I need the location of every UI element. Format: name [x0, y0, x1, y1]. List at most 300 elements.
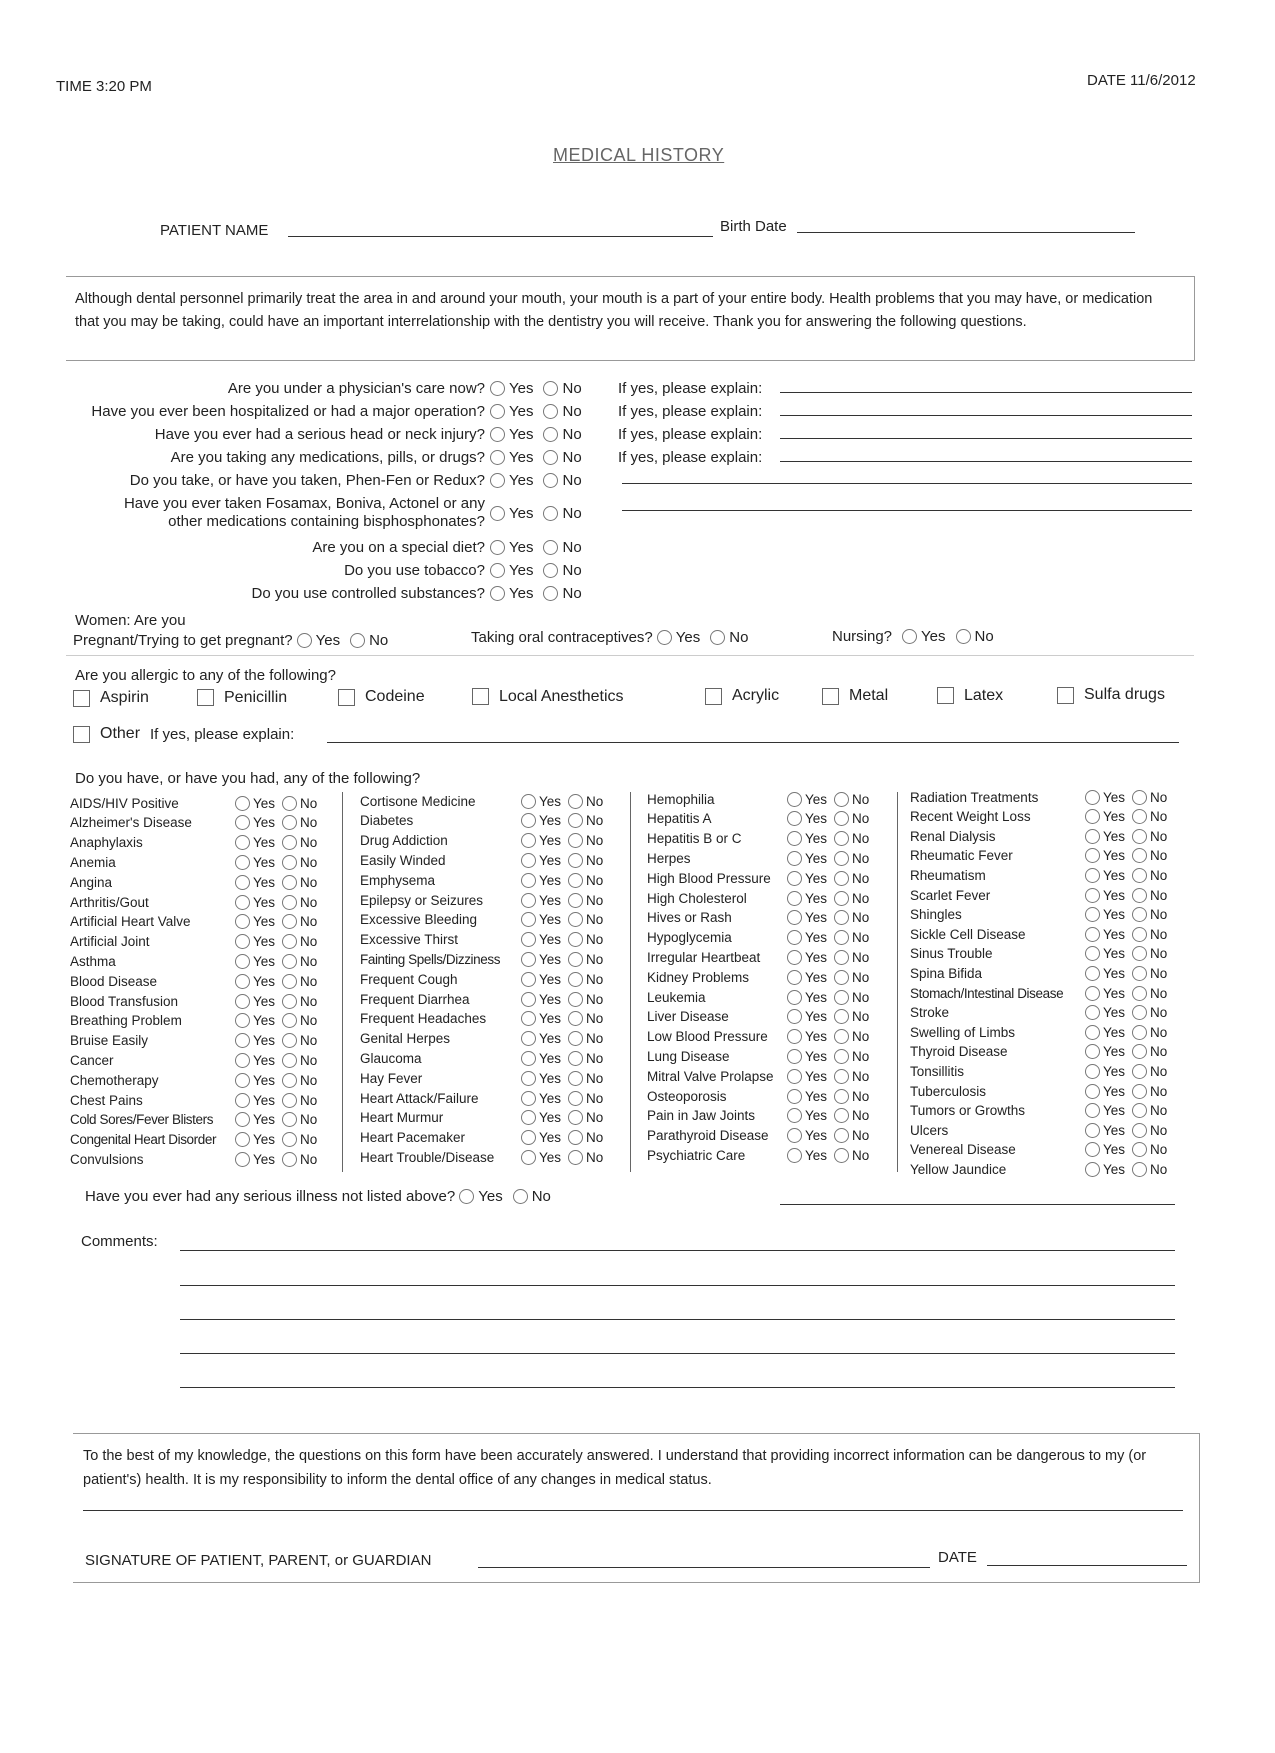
yes-radio[interactable] [521, 853, 536, 868]
yes-radio[interactable] [235, 954, 250, 969]
serious-illness-yes-radio[interactable] [459, 1189, 474, 1204]
condition-row [647, 988, 870, 1006]
yes-radio[interactable] [235, 815, 250, 830]
yes-radio[interactable] [490, 586, 505, 601]
comments-line[interactable] [180, 1285, 1175, 1286]
yes-radio[interactable] [1085, 1162, 1100, 1177]
condition-row [70, 1032, 318, 1050]
comments-line[interactable] [180, 1250, 1175, 1251]
yes-label: Yes [253, 914, 276, 930]
no-radio[interactable] [1132, 1103, 1147, 1118]
allergy-label: Metal [849, 687, 889, 704]
yes-radio[interactable] [521, 1110, 536, 1125]
allergy-other-label: Other [100, 725, 141, 742]
no-radio[interactable] [568, 1071, 583, 1086]
no-radio[interactable] [568, 1110, 583, 1125]
yes-radio[interactable] [1085, 829, 1100, 844]
yes-radio[interactable] [787, 831, 802, 846]
yes-radio[interactable] [521, 794, 536, 809]
no-radio[interactable] [568, 833, 583, 848]
no-radio[interactable] [834, 1009, 849, 1024]
condition-row [910, 925, 1168, 943]
signature-date-label: DATE [938, 1549, 977, 1566]
yes-label: Yes [805, 791, 828, 807]
no-radio[interactable] [568, 873, 583, 888]
no-radio[interactable] [282, 1152, 297, 1167]
yes-label: Yes [509, 380, 534, 397]
nursing-no-radio[interactable] [956, 629, 971, 644]
yes-radio[interactable] [787, 1069, 802, 1084]
condition-row [647, 810, 870, 828]
yes-radio[interactable] [1085, 1103, 1100, 1118]
no-radio[interactable] [834, 831, 849, 846]
no-radio[interactable] [282, 914, 297, 929]
condition-name: Chest Pains [70, 1092, 143, 1108]
yes-radio[interactable] [1085, 986, 1100, 1001]
column-divider [342, 792, 343, 1172]
no-label: No [852, 831, 870, 847]
no-radio[interactable] [834, 1089, 849, 1104]
no-radio[interactable] [834, 891, 849, 906]
no-radio[interactable] [568, 794, 583, 809]
yes-radio[interactable] [1085, 888, 1100, 903]
condition-name: Tuberculosis [910, 1083, 987, 1099]
yes-radio[interactable] [521, 992, 536, 1007]
condition-name: Alzheimer's Disease [70, 815, 192, 831]
no-radio[interactable] [1132, 1162, 1147, 1177]
no-radio[interactable] [543, 381, 558, 396]
no-radio[interactable] [543, 540, 558, 555]
yes-label: Yes [1103, 907, 1126, 923]
yes-radio[interactable] [787, 930, 802, 945]
yes-radio[interactable] [521, 1150, 536, 1165]
question-text: Are you taking any medications, pills, or drugs? [170, 449, 485, 466]
no-radio[interactable] [543, 506, 558, 521]
no-label: No [586, 1110, 604, 1126]
yes-radio[interactable] [235, 1112, 250, 1127]
allergy-option [1057, 686, 1165, 704]
yes-label: Yes [805, 850, 828, 866]
no-label: No [1150, 1122, 1168, 1138]
condition-name: Congenital Heart Disorder [70, 1132, 217, 1148]
patient-name-field[interactable] [288, 236, 713, 237]
no-radio[interactable] [282, 1073, 297, 1088]
yes-radio[interactable] [787, 1128, 802, 1143]
no-radio[interactable] [282, 1033, 297, 1048]
yes-radio[interactable] [521, 912, 536, 927]
yes-radio[interactable] [1085, 1123, 1100, 1138]
no-label: No [562, 426, 582, 443]
yes-radio[interactable] [490, 381, 505, 396]
allergy-other-checkbox[interactable] [73, 726, 90, 743]
no-radio[interactable] [834, 990, 849, 1005]
yes-radio[interactable] [490, 450, 505, 465]
yes-no-group [490, 539, 582, 556]
yes-label: Yes [805, 949, 828, 965]
yes-radio[interactable] [1085, 848, 1100, 863]
yes-radio[interactable] [1085, 1005, 1100, 1020]
contraceptives-yes-radio[interactable] [657, 630, 672, 645]
serious-illness-no-radio[interactable] [513, 1189, 528, 1204]
no-radio[interactable] [282, 1112, 297, 1127]
condition-name: Genital Herpes [360, 1031, 451, 1047]
condition-name: Fainting Spells/Dizziness [360, 951, 501, 967]
yes-label: Yes [805, 1128, 828, 1144]
no-label: No [562, 380, 582, 397]
yes-radio[interactable] [521, 1051, 536, 1066]
question-text: Have you ever had a serious head or neck injury? [154, 426, 485, 443]
no-radio[interactable] [1132, 1064, 1147, 1079]
allergy-label: Penicillin [224, 688, 288, 706]
no-radio[interactable] [282, 875, 297, 890]
yes-label: Yes [1103, 789, 1126, 805]
yes-radio[interactable] [1085, 966, 1100, 981]
comments-line[interactable] [180, 1353, 1175, 1354]
allergy-explain-field[interactable] [327, 742, 1179, 743]
condition-name: Cold Sores/Fever Blisters [70, 1112, 214, 1128]
yes-label: Yes [1103, 1103, 1126, 1119]
yes-label: Yes [1103, 848, 1126, 864]
no-radio[interactable] [1132, 1142, 1147, 1157]
allergy-checkbox[interactable] [73, 690, 90, 707]
yes-radio[interactable] [787, 1148, 802, 1163]
allergy-option [197, 689, 287, 707]
no-radio[interactable] [282, 954, 297, 969]
no-radio[interactable] [568, 893, 583, 908]
explain-field[interactable] [622, 483, 1192, 484]
yes-label: Yes [539, 1050, 562, 1066]
yes-radio[interactable] [787, 1009, 802, 1024]
yes-radio[interactable] [235, 855, 250, 870]
condition-name: Arthritis/Gout [70, 894, 149, 910]
condition-name: Irregular Heartbeat [647, 949, 761, 965]
conditions-question: Do you have, or have you had, any of the following? [75, 770, 421, 787]
yes-radio[interactable] [490, 473, 505, 488]
no-radio[interactable] [1132, 986, 1147, 1001]
no-radio[interactable] [568, 813, 583, 828]
no-radio[interactable] [568, 1091, 583, 1106]
yes-radio[interactable] [235, 1013, 250, 1028]
condition-row [647, 830, 870, 848]
explain-field[interactable] [780, 438, 1192, 439]
condition-name: Stomach/Intestinal Disease [910, 985, 1064, 1001]
no-radio[interactable] [1132, 1025, 1147, 1040]
no-radio[interactable] [834, 871, 849, 886]
no-label: No [852, 1068, 870, 1084]
explain-label: If yes, please explain: [618, 403, 763, 420]
no-label: No [562, 403, 582, 420]
yes-radio[interactable] [1085, 790, 1100, 805]
yes-radio[interactable] [787, 950, 802, 965]
no-radio[interactable] [568, 1150, 583, 1165]
yes-radio[interactable] [787, 910, 802, 925]
yes-radio[interactable] [521, 952, 536, 967]
yes-radio[interactable] [490, 563, 505, 578]
no-radio[interactable] [1132, 1123, 1147, 1138]
yes-radio[interactable] [235, 835, 250, 850]
no-radio[interactable] [543, 404, 558, 419]
yes-radio[interactable] [235, 974, 250, 989]
contraceptives-question: Taking oral contraceptives? [471, 629, 653, 646]
condition-row [647, 909, 870, 927]
no-radio[interactable] [1132, 966, 1147, 981]
no-radio[interactable] [1132, 829, 1147, 844]
yes-radio[interactable] [490, 404, 505, 419]
no-radio[interactable] [1132, 907, 1147, 922]
no-radio[interactable] [1132, 1084, 1147, 1099]
yes-radio[interactable] [490, 540, 505, 555]
yes-radio[interactable] [787, 891, 802, 906]
no-radio[interactable] [568, 912, 583, 927]
no-radio[interactable] [282, 974, 297, 989]
no-radio[interactable] [282, 1053, 297, 1068]
no-radio[interactable] [1132, 946, 1147, 961]
no-radio[interactable] [834, 792, 849, 807]
no-radio[interactable] [834, 1108, 849, 1123]
no-radio[interactable] [543, 427, 558, 442]
explain-label: If yes, please explain: [618, 449, 763, 466]
explain-field[interactable] [622, 510, 1192, 511]
yes-label: Yes [921, 628, 946, 645]
no-label: No [586, 793, 604, 809]
no-radio[interactable] [568, 1130, 583, 1145]
yes-radio[interactable] [787, 1089, 802, 1104]
no-radio[interactable] [834, 950, 849, 965]
no-label: No [1150, 828, 1168, 844]
yes-radio[interactable] [787, 811, 802, 826]
yes-radio[interactable] [235, 895, 250, 910]
condition-row [70, 873, 318, 891]
birth-date-field[interactable] [797, 232, 1135, 233]
yes-label: Yes [539, 1110, 562, 1126]
yes-radio[interactable] [235, 1033, 250, 1048]
pregnant-row [73, 632, 388, 649]
yes-label: Yes [509, 585, 534, 602]
no-radio[interactable] [1132, 848, 1147, 863]
no-radio[interactable] [1132, 868, 1147, 883]
no-radio[interactable] [282, 855, 297, 870]
no-label: No [1150, 926, 1168, 942]
signature-date-field[interactable] [987, 1565, 1187, 1566]
no-label: No [586, 1090, 604, 1106]
yes-label: Yes [253, 953, 276, 969]
yes-radio[interactable] [235, 1132, 250, 1147]
no-radio[interactable] [282, 796, 297, 811]
condition-row [910, 1141, 1168, 1159]
allergy-checkbox[interactable] [705, 688, 722, 705]
yes-radio[interactable] [521, 972, 536, 987]
explain-field[interactable] [780, 392, 1192, 393]
yes-radio[interactable] [1085, 1084, 1100, 1099]
explain-field[interactable] [780, 415, 1192, 416]
yes-label: Yes [1103, 946, 1126, 962]
no-radio[interactable] [282, 934, 297, 949]
no-radio[interactable] [282, 994, 297, 1009]
condition-name: Hemophilia [647, 791, 715, 807]
explain-field[interactable] [780, 461, 1192, 462]
no-radio[interactable] [568, 1011, 583, 1026]
yes-radio[interactable] [787, 1029, 802, 1044]
yes-radio[interactable] [490, 506, 505, 521]
no-radio[interactable] [543, 450, 558, 465]
yes-radio[interactable] [787, 792, 802, 807]
no-label: No [586, 1070, 604, 1086]
yes-radio[interactable] [521, 1130, 536, 1145]
nursing-question: Nursing? [832, 628, 893, 645]
yes-radio[interactable] [787, 970, 802, 985]
yes-radio[interactable] [235, 934, 250, 949]
yes-radio[interactable] [521, 833, 536, 848]
no-radio[interactable] [1132, 927, 1147, 942]
allergy-option [338, 688, 425, 706]
yes-radio[interactable] [1085, 946, 1100, 961]
no-radio[interactable] [834, 851, 849, 866]
no-radio[interactable] [834, 1069, 849, 1084]
no-radio[interactable] [568, 1031, 583, 1046]
no-radio[interactable] [568, 972, 583, 987]
allergy-checkbox[interactable] [822, 688, 839, 705]
allergy-checkbox[interactable] [197, 689, 214, 706]
no-radio[interactable] [543, 473, 558, 488]
no-radio[interactable] [282, 1013, 297, 1028]
yes-radio[interactable] [235, 994, 250, 1009]
no-label: No [300, 874, 318, 890]
no-radio[interactable] [568, 952, 583, 967]
condition-name: Low Blood Pressure [647, 1029, 768, 1045]
yes-radio[interactable] [521, 873, 536, 888]
allergy-checkbox[interactable] [937, 687, 954, 704]
allergy-checkbox[interactable] [338, 689, 355, 706]
yes-radio[interactable] [235, 796, 250, 811]
yes-radio[interactable] [1085, 868, 1100, 883]
yes-radio[interactable] [787, 851, 802, 866]
yes-radio[interactable] [235, 1152, 250, 1167]
no-radio[interactable] [282, 1132, 297, 1147]
yes-label: Yes [253, 1072, 276, 1088]
condition-row [360, 1069, 604, 1087]
no-label: No [1150, 1024, 1168, 1040]
condition-name: Rheumatism [910, 867, 986, 883]
no-label: No [1150, 1103, 1168, 1119]
yes-radio[interactable] [235, 1093, 250, 1108]
yes-radio[interactable] [235, 875, 250, 890]
no-label: No [586, 951, 604, 967]
yes-radio[interactable] [521, 813, 536, 828]
contraceptives-no-radio[interactable] [710, 630, 725, 645]
condition-name: Pain in Jaw Joints [647, 1108, 756, 1124]
no-radio[interactable] [834, 811, 849, 826]
yes-radio[interactable] [235, 1073, 250, 1088]
no-radio[interactable] [1132, 790, 1147, 805]
no-radio[interactable] [282, 835, 297, 850]
yes-radio[interactable] [1085, 1025, 1100, 1040]
condition-row [910, 1023, 1168, 1041]
condition-name: Asthma [70, 953, 116, 969]
no-radio[interactable] [834, 970, 849, 985]
nursing-yes-radio[interactable] [902, 629, 917, 644]
yes-radio[interactable] [787, 1108, 802, 1123]
yes-radio[interactable] [521, 1011, 536, 1026]
no-radio[interactable] [568, 992, 583, 1007]
pregnant-question: Pregnant/Trying to get pregnant? [73, 632, 293, 649]
no-radio[interactable] [568, 1051, 583, 1066]
yes-radio[interactable] [521, 1071, 536, 1086]
no-radio[interactable] [1132, 888, 1147, 903]
condition-row [647, 790, 870, 808]
yes-radio[interactable] [521, 1091, 536, 1106]
no-radio[interactable] [282, 1093, 297, 1108]
no-radio[interactable] [834, 930, 849, 945]
condition-row [910, 964, 1168, 982]
no-label: No [852, 1048, 870, 1064]
no-radio[interactable] [543, 586, 558, 601]
no-radio[interactable] [834, 910, 849, 925]
no-label: No [300, 914, 318, 930]
signature-field[interactable] [478, 1567, 930, 1568]
yes-radio[interactable] [235, 914, 250, 929]
allergy-checkbox[interactable] [472, 688, 489, 705]
no-radio[interactable] [568, 853, 583, 868]
no-radio[interactable] [1132, 809, 1147, 824]
no-radio[interactable] [543, 563, 558, 578]
yes-radio[interactable] [235, 1053, 250, 1068]
serious-illness-field[interactable] [780, 1204, 1175, 1205]
no-radio[interactable] [834, 1049, 849, 1064]
condition-row [910, 984, 1168, 1002]
yes-radio[interactable] [521, 932, 536, 947]
yes-radio[interactable] [787, 1049, 802, 1064]
condition-row [360, 990, 604, 1008]
condition-name: Cortisone Medicine [360, 793, 476, 809]
yes-radio[interactable] [1085, 809, 1100, 824]
yes-radio[interactable] [1085, 927, 1100, 942]
condition-name: Parathyroid Disease [647, 1128, 769, 1144]
no-label: No [586, 1149, 604, 1165]
allergy-checkbox[interactable] [1057, 687, 1074, 704]
comments-line[interactable] [180, 1387, 1175, 1388]
no-label: No [852, 870, 870, 886]
pregnant-yes-radio[interactable] [297, 633, 312, 648]
comments-line[interactable] [180, 1319, 1175, 1320]
yes-radio[interactable] [521, 893, 536, 908]
no-label: No [562, 562, 582, 579]
condition-name: Radiation Treatments [910, 789, 1039, 805]
condition-row [647, 1047, 870, 1065]
no-radio[interactable] [834, 1029, 849, 1044]
yes-radio[interactable] [1085, 1044, 1100, 1059]
yes-radio[interactable] [787, 990, 802, 1005]
condition-name: Bruise Easily [70, 1033, 149, 1049]
yes-radio[interactable] [490, 427, 505, 442]
yes-label: Yes [509, 539, 534, 556]
condition-row [360, 1148, 604, 1166]
yes-radio[interactable] [1085, 1064, 1100, 1079]
yes-radio[interactable] [787, 871, 802, 886]
no-radio[interactable] [1132, 1044, 1147, 1059]
no-radio[interactable] [1132, 1005, 1147, 1020]
yes-radio[interactable] [1085, 907, 1100, 922]
yes-radio[interactable] [521, 1031, 536, 1046]
no-radio[interactable] [834, 1128, 849, 1143]
no-radio[interactable] [834, 1148, 849, 1163]
pregnant-no-radio[interactable] [350, 633, 365, 648]
yes-radio[interactable] [1085, 1142, 1100, 1157]
allergy-option [705, 687, 779, 705]
no-radio[interactable] [282, 815, 297, 830]
condition-name: Hay Fever [360, 1070, 423, 1086]
no-radio[interactable] [568, 932, 583, 947]
no-radio[interactable] [282, 895, 297, 910]
